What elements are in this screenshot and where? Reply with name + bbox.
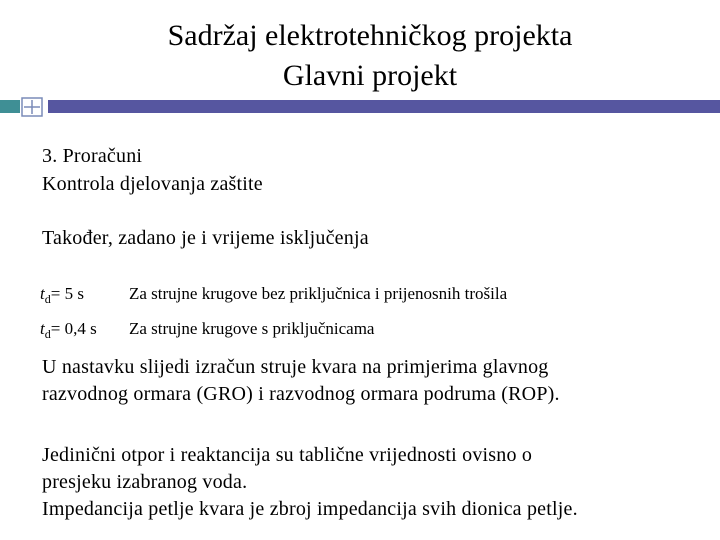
td-row — [40, 318, 375, 345]
td-subscript: d — [44, 292, 51, 306]
fault-current-paragraph — [42, 354, 560, 408]
td-description: Za strujne krugove s priključnicama — [129, 319, 375, 338]
title-line-1: Sadržaj elektrotehničkog projekta — [167, 19, 573, 52]
td-row — [40, 283, 508, 310]
paragraph-line: razvodnog ormara (GRO) i razvodnog ormara podruma (ROP). — [42, 383, 560, 405]
td-variable: t — [40, 319, 45, 338]
td-value: = 0,4 s — [50, 319, 97, 338]
td-subscript: d — [44, 327, 51, 341]
paragraph-line: Jedinični otpor i reaktancija su tablične vrijednosti ovisno o — [42, 444, 533, 466]
impedance-paragraph — [42, 442, 578, 523]
td-value: = 5 s — [50, 284, 84, 303]
paragraph-line: presjeku izabranog voda. — [42, 471, 248, 493]
intro-text: Također, zadano je i vrijeme isključenja — [42, 227, 369, 249]
title-rule-right — [48, 100, 720, 113]
td-description: Za strujne krugove bez priključnica i prijenosnih trošila — [129, 284, 508, 303]
title-line-2: Glavni projekt — [282, 59, 458, 92]
paragraph-line: U nastavku slijedi izračun struje kvara na primjerima glavnog — [42, 356, 549, 378]
td-variable: t — [40, 284, 45, 303]
title-rule-mark — [21, 97, 43, 117]
paragraph-line: Impedancija petlje kvara je zbroj impedancija svih dionica petlje. — [42, 498, 578, 520]
section-heading-title: Kontrola djelovanja zaštite — [42, 173, 263, 195]
slide-title — [0, 16, 720, 96]
title-rule-left — [0, 100, 20, 113]
section-heading-number: 3. Proračuni — [42, 145, 143, 167]
